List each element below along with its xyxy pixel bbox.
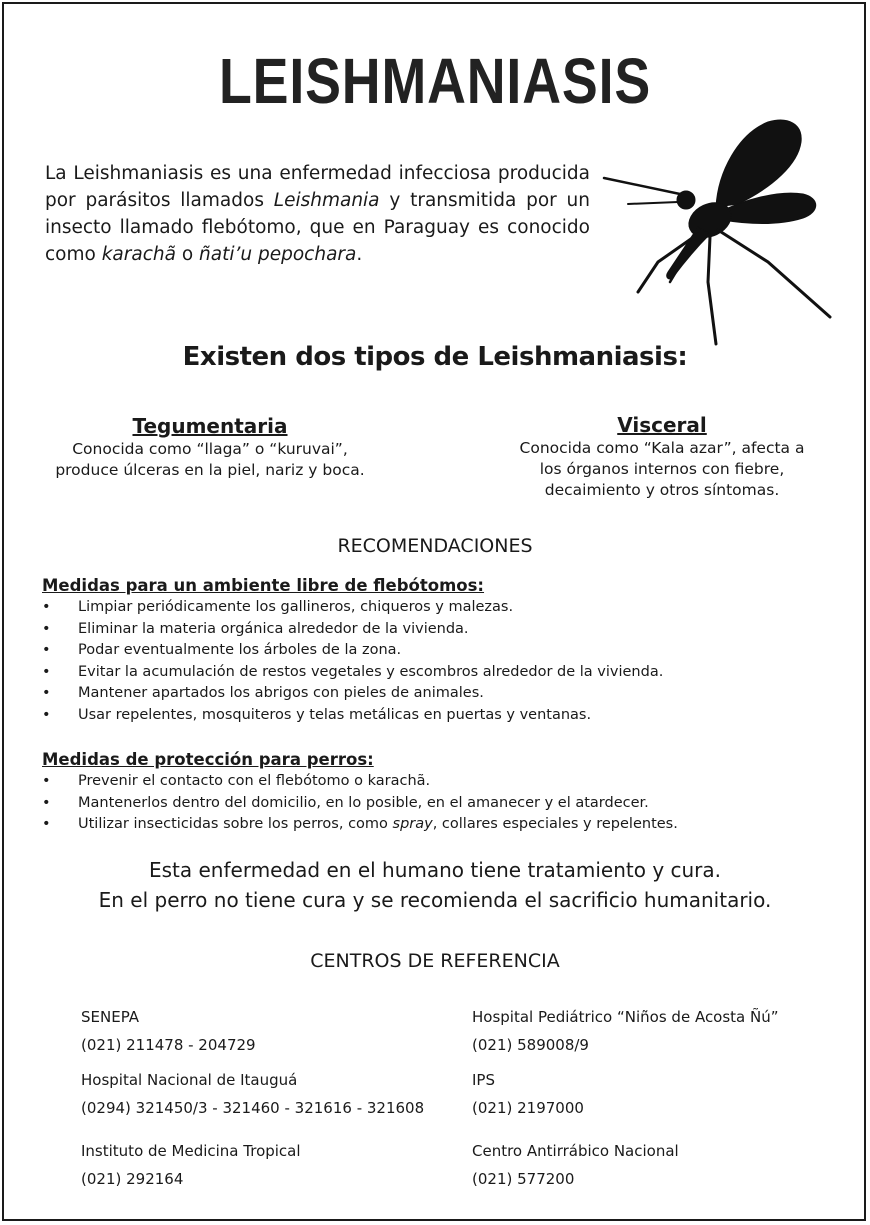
intro-emphasis-leishmania: Leishmania [273,190,380,211]
reference-center-phone: (021) 577200 [472,1170,575,1188]
list-item-text: , collares especiales y repelentes. [432,816,678,832]
intro-emphasis-karacha: karachã [101,244,176,265]
reference-center-phone: (021) 589008/9 [472,1036,589,1054]
intro-text-4: . [356,244,363,265]
closing-line-1: Esta enfermedad en el humano tiene tratamiento y cura. [148,858,722,882]
intro-paragraph [45,160,590,268]
dog-protection-heading: Medidas de protección para perros: [42,750,374,769]
reference-center-name: IPS [472,1071,495,1089]
reference-center [81,1070,425,1117]
type-visceral-line-3: decaimiento y otros síntomas. [544,481,780,499]
intro-text-2: y transmitida por un insecto llamado flebótomo, que en Paraguay es conocido como [45,190,590,265]
list-item: • Mantener apartados los abrigos con pieles de animales. [42,683,842,705]
reference-center-name: Hospital Nacional de Itauguá [81,1071,298,1089]
list-item: • Usar repelentes, mosquiteros y telas metálicas en puertas y ventanas. [42,705,842,727]
reference-center-name: Centro Antirrábico Nacional [472,1142,679,1160]
list-item: • Evitar la acumulación de restos vegetales y escombros alrededor de la vivienda. [42,662,842,684]
reference-centers-heading: CENTROS DE REFERENCIA [310,950,560,972]
list-item: • Podar eventualmente los árboles de la zona. [42,640,842,662]
reference-center [81,1007,256,1054]
reference-center-phone: (021) 292164 [81,1170,184,1188]
page-title: LEISHMANIASIS [218,45,652,117]
reference-center [81,1141,301,1188]
environment-measures-heading: Medidas para un ambiente libre de flebótomos: [42,576,485,595]
reference-center-name: Instituto de Medicina Tropical [81,1142,301,1160]
type-tegumentaria [30,413,390,481]
type-tegumentaria-line-2: produce úlceras en la piel, nariz y boca. [55,461,365,479]
list-item-emphasis: spray [392,816,433,832]
list-item: • Eliminar la materia orgánica alrededor de la vivienda. [42,619,842,641]
recommendations-heading: RECOMENDACIONES [337,535,533,557]
type-visceral-line-2: los órganos internos con fiebre, [539,460,785,478]
dog-protection-measures [42,749,842,836]
reference-center [472,1007,779,1054]
closing-statement [0,855,870,915]
list-item: • Prevenir el contacto con el flebótomo o karachã. [42,771,842,793]
type-visceral [478,412,846,501]
dog-protection-list [42,771,842,836]
reference-center-name: Hospital Pediátrico “Niños de Acosta Ñú” [472,1008,779,1026]
sandfly-silhouette-icon [598,112,838,347]
intro-emphasis-nati: ñati’u pepochara [199,244,357,265]
list-item: • Mantenerlos dentro del domicilio, en lo posible, en el amanecer y el atardecer. [42,793,842,815]
environment-measures [42,575,842,726]
environment-measures-list [42,597,842,726]
reference-center-phone: (021) 211478 - 204729 [81,1036,256,1054]
type-visceral-title: Visceral [617,413,707,437]
intro-text-1: La Leishmaniasis es una enfermedad infecciosa producida por parásitos llamados [45,163,590,211]
reference-center [472,1141,679,1188]
type-tegumentaria-title: Tegumentaria [132,414,288,438]
reference-center-phone: (021) 2197000 [472,1099,584,1117]
type-tegumentaria-line-1: Conocida como “llaga” o “kuruvai”, [72,440,348,458]
reference-center-phone: (0294) 321450/3 - 321460 - 321616 - 321608 [81,1099,425,1117]
closing-line-2: En el perro no tiene cura y se recomienda el sacrificio humanitario. [98,888,772,912]
types-heading: Existen dos tipos de Leishmaniasis: [182,342,688,372]
reference-center-name: SENEPA [81,1008,140,1026]
intro-text-3: o [175,244,200,265]
list-item-text: Utilizar insecticidas sobre los perros, como [78,816,393,832]
list-item [42,814,842,836]
reference-center [472,1070,584,1117]
list-item: • Limpiar periódicamente los gallineros, chiqueros y malezas. [42,597,842,619]
type-visceral-line-1: Conocida como “Kala azar”, afecta a [519,439,805,457]
